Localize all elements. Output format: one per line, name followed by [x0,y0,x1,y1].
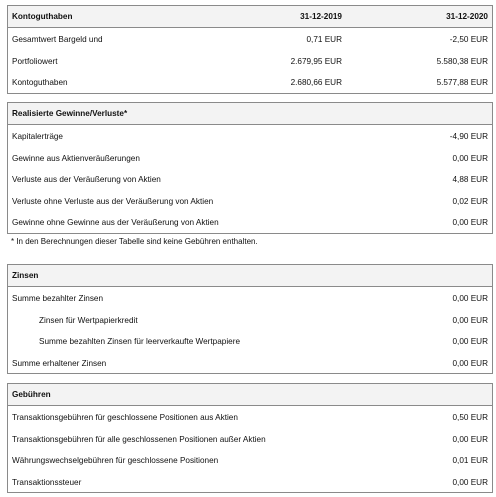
account-balance-header [8,6,492,28]
table-row [8,287,492,309]
row-label: Verluste ohne Verluste aus der Veräußerung von Aktien [12,196,214,206]
table-row [8,211,492,233]
table-row [8,168,492,190]
column-header-2020: 31-12-2020 [446,12,488,21]
row-label: Portfoliowert [12,56,58,66]
account-balance-table [7,5,493,94]
table-row [8,125,492,147]
row-value: 0,50 EUR [452,413,488,422]
row-label: Verluste aus der Veräußerung von Aktien [12,175,161,184]
row-value: 0,00 EUR [452,358,488,368]
realized-gains-title: Realisierte Gewinne/Verluste* [12,109,128,118]
row-value: -4,90 EUR [449,132,488,141]
table-row [8,428,492,450]
row-value: 0,00 EUR [452,477,488,487]
footnote: * In den Berechnungen dieser Tabelle sind keine Gebühren enthalten. [11,237,258,246]
interest-header [8,265,492,287]
table-row [8,71,492,93]
row-value: 0,00 EUR [452,315,488,325]
table-row [8,147,492,169]
row-label: Transaktionsgebühren für geschlossene Positionen aus Aktien [12,413,238,422]
table-row [8,309,492,331]
interest-table [7,264,493,374]
row-label: Summe erhaltener Zinsen [12,358,107,368]
row-label: Transaktionssteuer [12,477,82,487]
row-label: Summe bezahlten Zinsen für leerverkaufte Wertpapiere [39,337,240,346]
account-balance-title: Kontoguthaben [12,12,73,21]
row-value: 0,00 EUR [452,218,488,227]
row-value-2019: 2.679,95 EUR [290,56,342,66]
row-label: Währungswechselgebühren für geschlossene Positionen [12,456,219,465]
row-value-2020: -2,50 EUR [449,35,488,44]
row-value-2019: 0,71 EUR [306,35,342,44]
realized-gains-header [8,103,492,125]
row-value: 0,00 EUR [452,434,488,444]
row-value-2020: 5.577,88 EUR [436,78,488,87]
fees-table [7,383,493,493]
table-row [8,330,492,352]
row-label: Kontoguthaben [12,78,68,87]
row-label: Transaktionsgebühren für alle geschlossenen Positionen außer Aktien [12,434,266,444]
row-label: Kapitalerträge [12,132,63,141]
row-label: Gewinne aus Aktienveräußerungen [12,153,140,163]
realized-gains-table [7,102,493,234]
row-value: 0,00 EUR [452,337,488,346]
row-label: Gesamtwert Bargeld und [12,35,103,44]
row-label: Zinsen für Wertpapierkredit [39,315,138,325]
table-row [8,352,492,374]
row-value: 0,00 EUR [452,294,488,303]
row-value: 0,02 EUR [452,196,488,206]
row-value-2019: 2.680,66 EUR [290,78,342,87]
row-value: 0,01 EUR [452,456,488,465]
fees-title: Gebühren [12,390,51,399]
table-row [8,471,492,493]
interest-title: Zinsen [12,271,39,280]
row-value: 4,88 EUR [452,175,488,184]
table-row [8,190,492,212]
row-label: Gewinne ohne Gewinne aus der Veräußerung von Aktien [12,218,219,227]
table-row [8,406,492,428]
table-row [8,28,492,50]
table-row [8,449,492,471]
fees-header [8,384,492,406]
column-header-2019: 31-12-2019 [300,12,342,21]
row-label: Summe bezahlter Zinsen [12,294,104,303]
table-row [8,50,492,72]
row-value: 0,00 EUR [452,153,488,163]
row-value-2020: 5.580,38 EUR [436,56,488,66]
